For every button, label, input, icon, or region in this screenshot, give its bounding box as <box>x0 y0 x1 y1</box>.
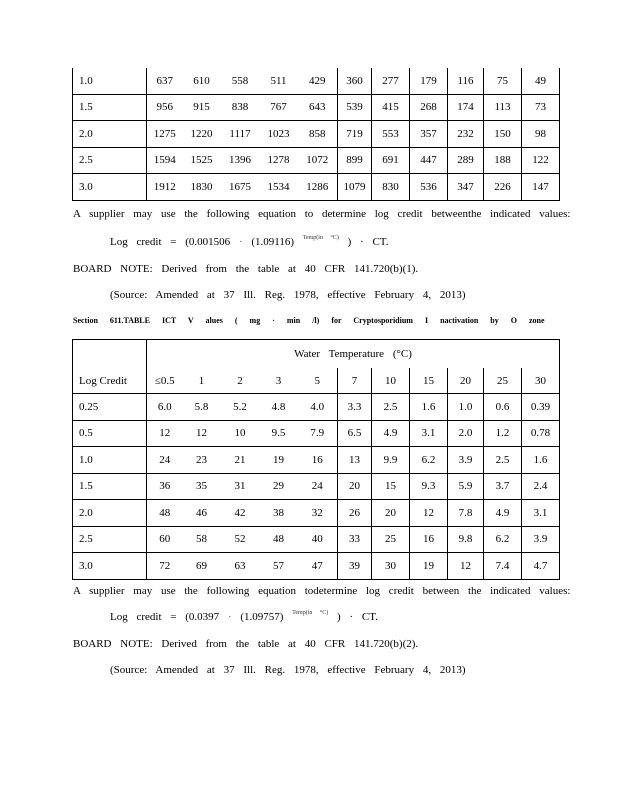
ct-value-cell: 2.5 <box>484 447 522 474</box>
ct-value-cell: 6.2 <box>410 447 448 474</box>
ct-value-cell: 1072 <box>298 147 338 174</box>
table-row <box>73 526 560 553</box>
ct-value-cell: 16 <box>410 526 448 553</box>
section-title: Section 611.TABLE ICT V alues ( mg · min /l) for Cryptosporidium I nactivation by O zone <box>73 316 545 325</box>
ct-value-cell: 12 <box>183 420 221 447</box>
temperature-header-cell: 30 <box>522 368 560 394</box>
ct-value-cell: 899 <box>338 147 372 174</box>
ct-value-cell: 3.1 <box>410 420 448 447</box>
supplier-equation-intro-1: A supplier may use the following equation to determine log credit betweenthe indicated values: <box>73 208 571 220</box>
equation-base: (1.09757) <box>240 611 284 623</box>
log-credit-cell: 2.5 <box>73 147 147 174</box>
ct-value-cell: 1594 <box>147 147 183 174</box>
table-row <box>73 94 560 121</box>
ct-value-cell: 52 <box>221 526 260 553</box>
ct-value-cell: 36 <box>147 473 183 500</box>
ct-value-cell: 47 <box>298 553 338 580</box>
ct-value-cell: 1525 <box>183 147 221 174</box>
temperature-header-cell: 3 <box>275 374 282 387</box>
temperature-header-cell: 1 <box>198 374 205 387</box>
ct-value-cell: 447 <box>410 147 448 174</box>
equation-dot: · <box>227 611 232 623</box>
ct-value-cell: 3.9 <box>522 526 560 553</box>
ct-value-cell: 858 <box>298 121 338 148</box>
ct-value-cell: 6.5 <box>338 420 372 447</box>
ct-value-cell: 539 <box>338 94 372 121</box>
log-credit-cell: 1.5 <box>73 94 147 121</box>
ct-value-cell: 7.8 <box>448 500 484 527</box>
header-blank-cell <box>73 340 147 369</box>
ct-value-cell: 7.4 <box>484 553 522 580</box>
ct-value-cell: 1.2 <box>484 420 522 447</box>
ct-value-cell: 1275 <box>147 121 183 148</box>
log-credit-cell: 1.0 <box>73 447 147 474</box>
ct-value-cell: 39 <box>338 553 372 580</box>
temperature-header-cell: 15 <box>410 368 448 394</box>
temperature-header-cell: 10 <box>372 368 410 394</box>
ct-value-cell: 956 <box>147 94 183 121</box>
ozone-ct-table-giardia-partial <box>72 68 560 201</box>
ct-value-cell: 174 <box>448 94 484 121</box>
ct-value-cell: 58 <box>183 526 221 553</box>
board-note-1: BOARD NOTE: Derived from the table at 40 CFR 141.720(b)(1). <box>73 263 419 275</box>
equation-suffix: ) · CT. <box>337 611 378 623</box>
ct-value-cell: 12 <box>448 553 484 580</box>
ct-value-cell: 2.4 <box>522 473 560 500</box>
ct-value-cell: 48 <box>147 500 183 527</box>
ct-value-cell: 511 <box>270 74 287 87</box>
ct-value-cell: 9.5 <box>260 420 298 447</box>
ct-value-cell: 1912 <box>147 174 183 201</box>
water-temperature-header: Water Temperature (°C) <box>294 348 412 360</box>
ct-value-cell: 9.9 <box>372 447 410 474</box>
equation-prefix: Log credit = (0.001506 <box>110 236 231 248</box>
ct-value-cell: 691 <box>372 147 410 174</box>
ct-value-cell: 536 <box>410 174 448 201</box>
ct-value-cell: 3.7 <box>484 473 522 500</box>
ct-value-cell: 15 <box>372 473 410 500</box>
table-row <box>73 553 560 580</box>
ct-value-cell: 838 <box>221 94 260 121</box>
ct-value-cell: 360 <box>338 68 372 94</box>
ct-value-cell: 24 <box>147 447 183 474</box>
ct-value-cell: 268 <box>410 94 448 121</box>
ct-value-cell: 830 <box>372 174 410 201</box>
ct-value-cell: 21 <box>221 447 260 474</box>
ct-value-cell: 25 <box>372 526 410 553</box>
ct-value-cell: 357 <box>410 121 448 148</box>
log-credit-equation-1 <box>110 236 388 248</box>
ct-value-cell: 0.6 <box>484 394 522 421</box>
table-row <box>73 447 560 474</box>
temperature-header-cell: 2 <box>237 374 243 387</box>
ct-value-cell: 1.6 <box>522 447 560 474</box>
board-note-2: BOARD NOTE: Derived from the table at 40 CFR 141.720(b)(2). <box>73 638 419 650</box>
ct-value-cell: 40 <box>298 526 338 553</box>
ct-value-cell: 4.7 <box>522 553 560 580</box>
ct-value-cell: 0.78 <box>522 420 560 447</box>
log-credit-cell: 0.25 <box>73 394 147 421</box>
ct-value-cell: 116 <box>448 68 484 94</box>
ct-value-cell: 610 <box>193 74 210 87</box>
temperature-header-cell: 7 <box>338 368 372 394</box>
equation-exponent-unit: °C) <box>319 610 329 616</box>
equation-exponent <box>292 610 328 616</box>
ct-value-cell: 188 <box>484 147 522 174</box>
ct-value-cell: 643 <box>298 94 338 121</box>
ct-value-cell: 19 <box>410 553 448 580</box>
ct-value-cell: 347 <box>448 174 484 201</box>
ct-value-cell: 4.8 <box>260 394 298 421</box>
log-credit-cell: 3.0 <box>73 553 147 580</box>
ct-value-cell: 38 <box>260 500 298 527</box>
ct-value-cell: 26 <box>338 500 372 527</box>
ct-value-cell: 7.9 <box>298 420 338 447</box>
ct-value-cell: 23 <box>183 447 221 474</box>
ct-value-cell: 1534 <box>260 174 298 201</box>
ct-value-cell: 20 <box>338 473 372 500</box>
ct-value-cell: 767 <box>260 94 298 121</box>
ct-value-cell: 9.8 <box>448 526 484 553</box>
ct-value-cell: 1220 <box>183 121 221 148</box>
table-row <box>73 121 560 148</box>
ct-value-cell: 2.5 <box>372 394 410 421</box>
ct-value-cell: 2.0 <box>448 420 484 447</box>
equation-exponent-temp: Temp(in <box>302 235 323 241</box>
ct-value-cell: 3.3 <box>338 394 372 421</box>
ct-value-cell: 232 <box>448 121 484 148</box>
ct-value-cell: 277 <box>372 68 410 94</box>
ct-value-cell: 12 <box>410 500 448 527</box>
ct-value-cell: 1675 <box>221 174 260 201</box>
ct-value-cell: 113 <box>484 94 522 121</box>
ct-value-cell: 1023 <box>260 121 298 148</box>
ct-value-cell: 4.9 <box>372 420 410 447</box>
table-row <box>73 68 560 94</box>
log-credit-header: Log Credit <box>73 368 147 394</box>
equation-base: (1.09116) <box>251 236 294 248</box>
log-credit-cell: 0.5 <box>73 420 147 447</box>
equation-exponent <box>303 235 339 241</box>
log-credit-cell: 3.0 <box>73 174 147 201</box>
ct-value-cell: 4.9 <box>484 500 522 527</box>
ct-value-cell: 5.9 <box>448 473 484 500</box>
ct-value-cell: 9.3 <box>410 473 448 500</box>
ct-value-cell: 3.1 <box>522 500 560 527</box>
table-row <box>73 394 560 421</box>
ct-value-cell: 49 <box>522 68 560 94</box>
ct-value-cell: 415 <box>372 94 410 121</box>
ct-value-cell: 30 <box>372 553 410 580</box>
ct-value-cell: 46 <box>183 500 221 527</box>
ozone-ct-table-cryptosporidium <box>72 339 560 580</box>
ct-value-cell: 637 <box>156 74 173 87</box>
ct-value-cell: 5.8 <box>183 394 221 421</box>
table-row <box>73 500 560 527</box>
ct-value-cell: 1396 <box>221 147 260 174</box>
log-credit-cell: 2.0 <box>73 500 147 527</box>
equation-exponent-unit: °C) <box>330 235 339 241</box>
ct-value-cell: 31 <box>221 473 260 500</box>
ct-value-cell: 1079 <box>338 174 372 201</box>
equation-dot: · <box>238 236 243 248</box>
ct-value-cell: 29 <box>260 473 298 500</box>
ct-value-cell: 147 <box>522 174 560 201</box>
source-note-2: (Source: Amended at 37 Ill. Reg. 1978, effective February 4, 2013) <box>110 664 466 676</box>
ct-value-cell: 1278 <box>260 147 298 174</box>
ct-value-cell: 69 <box>183 553 221 580</box>
log-credit-cell: 2.0 <box>73 121 147 148</box>
ct-value-cell: 19 <box>260 447 298 474</box>
ct-value-cell: 48 <box>260 526 298 553</box>
ct-value-cell: 4.0 <box>298 394 338 421</box>
temperature-header-cell: 25 <box>484 368 522 394</box>
table-row <box>73 174 560 201</box>
ct-value-cell: 226 <box>484 174 522 201</box>
ct-value-cell: 32 <box>298 500 338 527</box>
table-row <box>73 420 560 447</box>
source-note-1: (Source: Amended at 37 Ill. Reg. 1978, effective February 4, 2013) <box>110 289 466 301</box>
supplier-equation-intro-2: A supplier may use the following equation todetermine log credit between the indicated values: <box>73 585 571 597</box>
ct-value-cell: 33 <box>338 526 372 553</box>
ct-value-cell: 24 <box>298 473 338 500</box>
table-row <box>73 147 560 174</box>
ct-value-cell: 73 <box>522 94 560 121</box>
ct-value-cell: 10 <box>221 420 260 447</box>
log-credit-cell: 2.5 <box>73 526 147 553</box>
ct-value-cell: 1830 <box>183 174 221 201</box>
ct-value-cell: 42 <box>221 500 260 527</box>
ct-value-cell: 3.9 <box>448 447 484 474</box>
ct-value-cell: 1286 <box>298 174 338 201</box>
table-row <box>73 473 560 500</box>
ct-value-cell: 60 <box>147 526 183 553</box>
ct-value-cell: 553 <box>372 121 410 148</box>
ct-value-cell: 63 <box>221 553 260 580</box>
ct-value-cell: 289 <box>448 147 484 174</box>
ct-value-cell: 719 <box>338 121 372 148</box>
equation-exponent-temp: Temp(in <box>292 610 313 616</box>
ct-value-cell: 1117 <box>221 121 260 148</box>
ct-value-cell: 150 <box>484 121 522 148</box>
ct-value-cell: 20 <box>372 500 410 527</box>
ct-value-cell: 1.0 <box>448 394 484 421</box>
log-credit-equation-2 <box>110 611 378 623</box>
log-credit-cell: 1.0 <box>73 68 147 94</box>
ct-value-cell: 122 <box>522 147 560 174</box>
log-credit-cell: 1.5 <box>73 473 147 500</box>
temperature-header-cell: 20 <box>448 368 484 394</box>
ct-value-cell: 75 <box>484 68 522 94</box>
temperature-header-cell: 5 <box>314 374 320 387</box>
ct-value-cell: 0.39 <box>522 394 560 421</box>
ct-value-cell: 429 <box>309 74 326 87</box>
ct-value-cell: 13 <box>338 447 372 474</box>
ct-value-cell: 72 <box>147 553 183 580</box>
ct-value-cell: 6.2 <box>484 526 522 553</box>
ct-value-cell: 57 <box>260 553 298 580</box>
ct-value-cell: 98 <box>522 121 560 148</box>
ct-value-cell: 6.0 <box>147 394 183 421</box>
ct-value-cell: 179 <box>410 68 448 94</box>
temperature-header-cell: ≤0.5 <box>154 374 175 387</box>
equation-prefix: Log credit = (0.0397 <box>110 611 220 623</box>
ct-value-cell: 915 <box>183 94 221 121</box>
ct-value-cell: 558 <box>231 74 249 87</box>
equation-suffix: ) · CT. <box>347 236 389 248</box>
ct-value-cell: 35 <box>183 473 221 500</box>
ct-value-cell: 1.6 <box>410 394 448 421</box>
ct-value-cell: 12 <box>147 420 183 447</box>
ct-value-cell: 5.2 <box>221 394 260 421</box>
ct-value-cell: 16 <box>298 447 338 474</box>
